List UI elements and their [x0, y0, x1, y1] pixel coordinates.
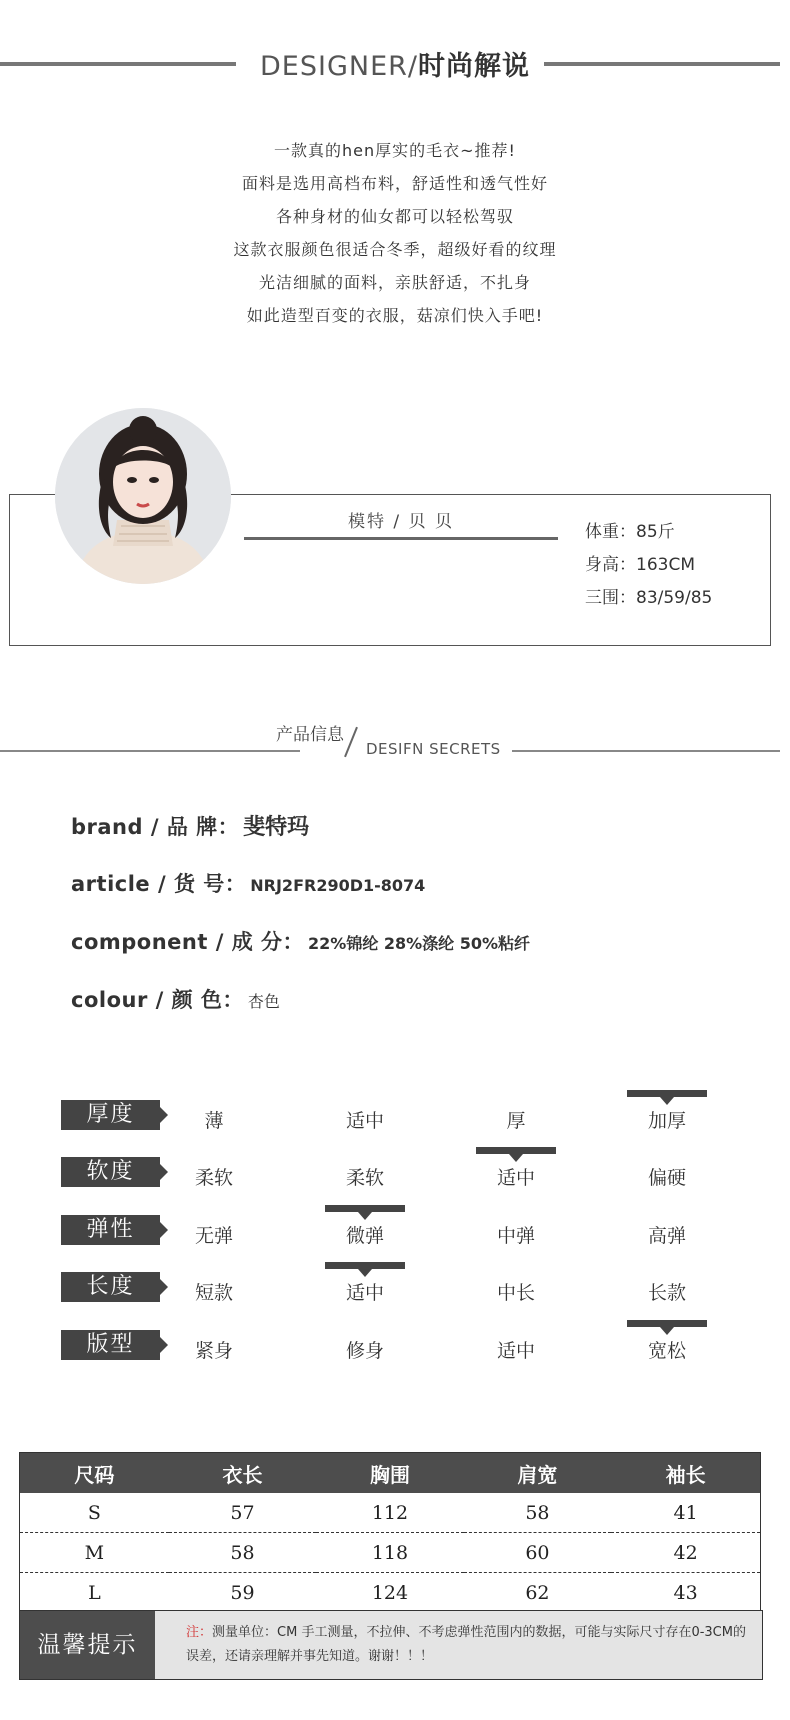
rating-option: 宽松: [647, 1340, 686, 1362]
rating-label: 软度: [61, 1157, 160, 1187]
size-cell: 112: [316, 1493, 463, 1533]
size-cell: 60: [464, 1533, 611, 1573]
designer-title-en: DESIGNER/: [260, 51, 418, 82]
attr-article-label: article / 货 号：: [71, 872, 247, 896]
rating-option: 适中: [496, 1340, 535, 1362]
description-line: 各种身材的仙女都可以轻松驾驭: [275, 207, 514, 226]
rating-option: 加厚: [647, 1110, 686, 1132]
attr-article: [71, 868, 425, 898]
size-cell: L: [88, 1581, 101, 1604]
size-cell: 43: [673, 1581, 698, 1604]
description-line: 面料是选用高档布料，舒适性和透气性好: [241, 174, 548, 193]
table-row: [20, 1573, 761, 1613]
table-row: [20, 1493, 761, 1533]
rating-selected-marker: [325, 1205, 405, 1212]
rating-label: 弹性: [61, 1215, 160, 1245]
product-info-title: 产品信息: [276, 725, 344, 745]
size-header-cell: 胸围: [316, 1453, 463, 1494]
rating-option: 微弹: [345, 1225, 384, 1247]
rating-option: 柔软: [345, 1167, 384, 1189]
product-info-subtitle: DESIFN SECRETS: [366, 740, 501, 758]
designer-description: [0, 134, 790, 332]
rating-option: 中长: [496, 1282, 535, 1304]
attr-brand: [71, 810, 309, 841]
size-header-cell: 衣长: [169, 1453, 316, 1494]
tips-note-body: 测量单位：CM 手工测量，不拉伸、不考虑弹性范围内的数据，可能与实际尺寸存在0-3CM的误差，还请亲理解并事先知道。谢谢！！！: [186, 1625, 746, 1664]
tips-text: [186, 1621, 754, 1669]
model-avatar: [55, 408, 231, 584]
model-name-underline: [244, 537, 558, 540]
attr-colour: [71, 984, 280, 1014]
model-portrait-image: [55, 408, 231, 584]
rating-selected-marker: [627, 1320, 707, 1327]
size-cell: 57: [169, 1493, 316, 1533]
rating-option: 修身: [345, 1340, 384, 1362]
rating-label: 版型: [61, 1330, 160, 1360]
rating-option: 柔软: [194, 1167, 233, 1189]
size-cell: 62: [525, 1581, 550, 1604]
model-name: 模特 / 贝 贝: [348, 512, 454, 532]
rating-option: 适中: [496, 1167, 535, 1189]
size-table-header: [20, 1453, 761, 1494]
description-line: 这款衣服颜色很适合冬季，超级好看的纹理: [233, 240, 557, 259]
product-info-rule-left: [0, 750, 300, 752]
rating-label: 厚度: [61, 1100, 160, 1130]
model-weight: 体重：85斤: [585, 522, 675, 542]
size-cell: 118: [316, 1533, 463, 1573]
product-info-slash: [344, 727, 358, 757]
description-line: 如此造型百变的衣服，菇凉们快入手吧!: [246, 306, 544, 325]
rating-option: 紧身: [194, 1340, 233, 1362]
size-header-cell: 袖长: [611, 1453, 760, 1494]
size-cell: 42: [611, 1533, 760, 1573]
product-info-rule-right: [512, 750, 780, 752]
size-cell: 59: [230, 1581, 255, 1604]
size-header-cell: 尺码: [20, 1453, 169, 1494]
size-table: [19, 1452, 761, 1613]
size-cell: 58: [464, 1493, 611, 1533]
model-height: 身高：163CM: [585, 555, 695, 575]
size-cell: M: [20, 1533, 169, 1573]
table-row: [20, 1533, 761, 1573]
tips-label: 温馨提示: [20, 1611, 155, 1679]
rating-option: 中弹: [496, 1225, 535, 1247]
attr-colour-label: colour / 颜 色：: [71, 988, 244, 1012]
size-cell: 124: [371, 1581, 409, 1604]
rating-option: 适中: [345, 1282, 384, 1304]
model-measurements: 三围：83/59/85: [585, 588, 713, 608]
size-cell: 58: [169, 1533, 316, 1573]
attr-brand-value: 斐特玛: [243, 815, 310, 840]
attr-component-label: component / 成 分：: [71, 930, 305, 954]
attr-colour-value: 杏色: [247, 992, 280, 1011]
rating-option: 薄: [204, 1110, 224, 1132]
rating-option: 长款: [647, 1282, 686, 1304]
model-stats: [585, 516, 712, 615]
rating-selected-marker: [627, 1090, 707, 1097]
tips-box: [19, 1610, 763, 1680]
attr-brand-label: brand / 品 牌：: [71, 815, 240, 839]
size-cell: 41: [611, 1493, 760, 1533]
rating-option: 偏硬: [647, 1167, 686, 1189]
designer-title-zh: 时尚解说: [418, 51, 530, 82]
rating-option: 厚: [506, 1110, 526, 1132]
rating-option: 无弹: [194, 1225, 233, 1247]
attr-article-value: NRJ2FR290D1-8074: [250, 876, 426, 895]
attr-component: [71, 926, 530, 956]
rating-selected-marker: [476, 1147, 556, 1154]
description-line: 一款真的hen厚实的毛衣~推荐!: [274, 141, 516, 160]
rating-option: 短款: [194, 1282, 233, 1304]
rating-option: 高弹: [647, 1225, 686, 1247]
rating-option: 适中: [345, 1110, 384, 1132]
attr-component-value: 22%锦纶 28%涤纶 50%粘纤: [308, 934, 531, 953]
description-line: 光洁细腻的面料，亲肤舒适，不扎身: [258, 273, 531, 292]
tips-note-prefix: 注：: [186, 1625, 213, 1640]
size-cell: S: [20, 1493, 169, 1533]
designer-title: [0, 44, 790, 83]
size-header-cell: 肩宽: [464, 1453, 611, 1494]
rating-label: 长度: [61, 1272, 160, 1302]
rating-selected-marker: [325, 1262, 405, 1269]
